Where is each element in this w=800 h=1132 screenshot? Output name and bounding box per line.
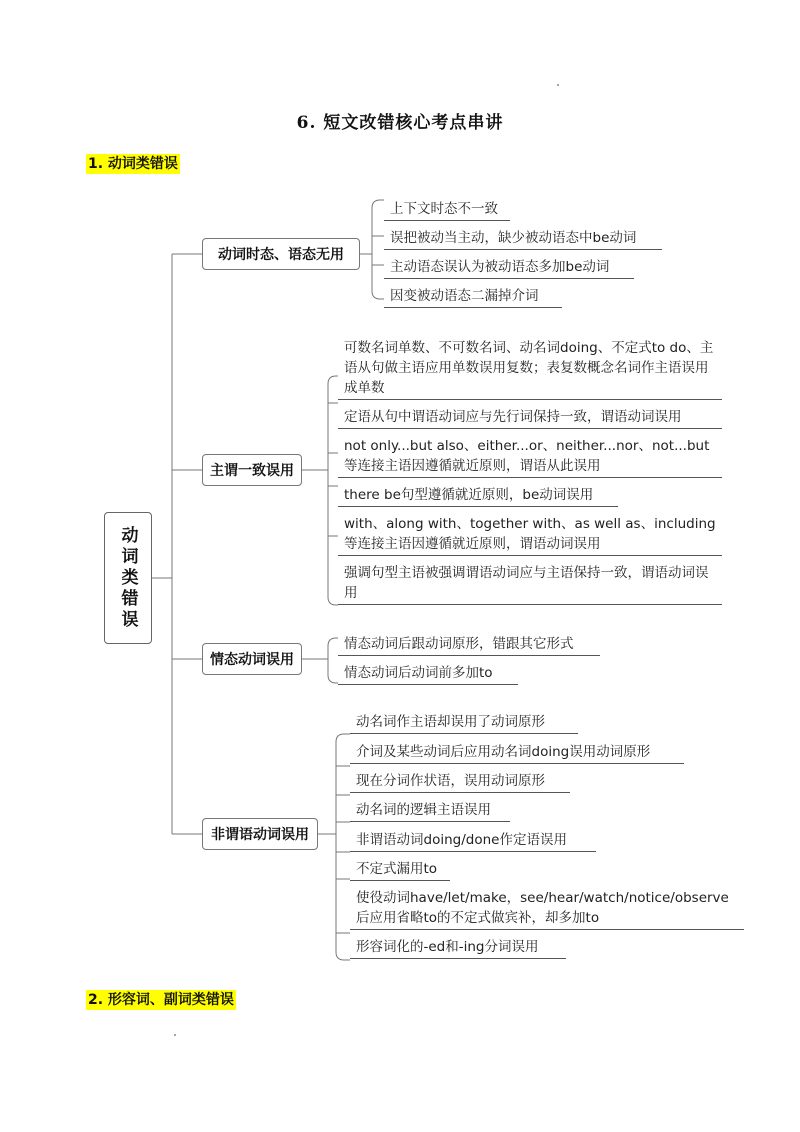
mindmap-root: 动词类错误 bbox=[104, 512, 152, 644]
leaf-non-finite-6: 不定式漏用to bbox=[350, 859, 450, 881]
category-tense-voice: 动词时态、语态无用 bbox=[202, 238, 360, 270]
leaf-agreement-2: 定语从句中谓语动词应与先行词保持一致，谓语动词误用 bbox=[338, 407, 722, 429]
leaf-agreement-4: there be句型遵循就近原则，be动词误用 bbox=[338, 485, 618, 507]
leaf-non-finite-7: 使役动词have/let/make，see/hear/watch/notice/observe后应用省略to的不定式做宾补，却多加to bbox=[350, 888, 744, 930]
leaf-agreement-1: 可数名词单数、不可数名词、动名词doing、不定式to do、主语从句做主语应用单数误用复数；表复数概念名词作主语误用成单数 bbox=[338, 338, 722, 400]
category-non-finite-verbs: 非谓语动词误用 bbox=[202, 818, 318, 850]
leaf-tense-voice-2: 误把被动当主动，缺少被动语态中be动词 bbox=[384, 228, 662, 250]
section-heading-adj-adv-errors: 2. 形容词、副词类错误 bbox=[88, 992, 234, 1008]
leaf-non-finite-1: 动名词作主语却误用了动词原形 bbox=[350, 712, 578, 734]
section-heading-verb-errors: 1. 动词类错误 bbox=[88, 156, 178, 172]
leaf-tense-voice-1: 上下文时态不一致 bbox=[384, 199, 510, 221]
leaf-agreement-3: not only...but also、either...or、neither...nor、not...but 等连接主语因遵循就近原则，谓语从此误用 bbox=[338, 436, 722, 478]
leaf-modal-1: 情态动词后跟动词原形，错跟其它形式 bbox=[338, 634, 600, 656]
leaf-agreement-5: with、along with、together with、as well as、including等连接主语因遵循就近原则，谓语动词误用 bbox=[338, 514, 722, 556]
leaf-agreement-6: 强调句型主语被强调谓语动词应与主语保持一致，谓语动词误用 bbox=[338, 563, 722, 605]
category-subject-verb-agreement: 主谓一致误用 bbox=[202, 454, 302, 486]
page-speck bbox=[174, 1034, 176, 1036]
leaf-tense-voice-3: 主动语态误认为被动语态多加be动词 bbox=[384, 257, 634, 279]
leaf-non-finite-5: 非谓语动词doing/done作定语误用 bbox=[350, 830, 596, 852]
leaf-non-finite-4: 动名词的逻辑主语误用 bbox=[350, 800, 510, 822]
leaf-tense-voice-4: 因变被动语态二漏掉介词 bbox=[384, 286, 562, 308]
page-title: 6. 短文改错核心考点串讲 bbox=[296, 113, 504, 133]
leaf-non-finite-8: 形容词化的-ed和-ing分词误用 bbox=[350, 937, 566, 959]
leaf-non-finite-3: 现在分词作状语，误用动词原形 bbox=[350, 771, 570, 793]
leaf-non-finite-2: 介词及某些动词后应用动名词doing误用动词原形 bbox=[350, 742, 684, 764]
leaf-modal-2: 情态动词后动词前多加to bbox=[338, 663, 518, 685]
category-modal-verbs: 情态动词误用 bbox=[202, 643, 302, 675]
